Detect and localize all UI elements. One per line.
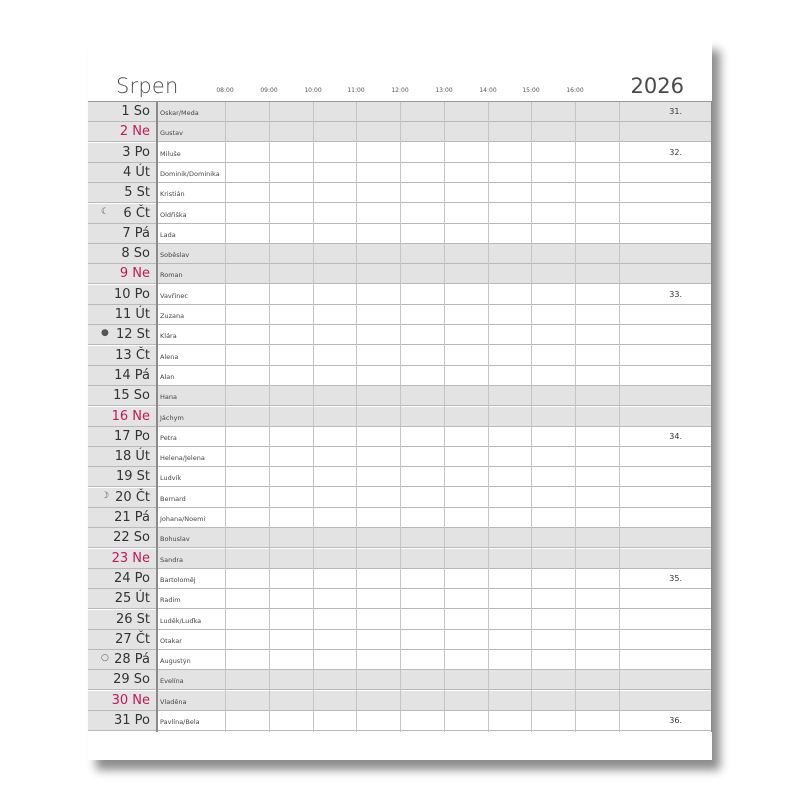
hour-label: 11:00 — [347, 87, 365, 94]
week-number: 31. — [669, 107, 682, 116]
hour-column-line — [488, 102, 489, 732]
nameday-label: Klára — [160, 332, 177, 341]
day-cell — [88, 447, 156, 466]
hour-column-line — [619, 102, 620, 732]
day-cell — [88, 183, 156, 202]
right-border — [711, 102, 712, 732]
day-label: 18 Út — [114, 449, 150, 465]
day-cell — [88, 508, 156, 527]
nameday-label: Zuzana — [160, 312, 185, 320]
nameday-label: Jáchym — [160, 413, 184, 422]
day-cell — [88, 407, 156, 426]
day-label: 13 Čt — [115, 347, 150, 363]
day-cell — [88, 143, 156, 162]
day-label: 27 Čt — [115, 631, 150, 647]
day-label: 15 So — [113, 388, 150, 404]
day-label: 7 Pá — [122, 225, 150, 241]
hour-column-line — [225, 102, 226, 732]
day-column-divider — [156, 102, 158, 732]
day-cell — [88, 630, 156, 649]
day-cell — [88, 467, 156, 486]
nameday-label: Radim — [160, 596, 181, 605]
day-cell — [88, 163, 156, 182]
day-label: 24 Po — [113, 570, 150, 586]
moon-phase-icon: ☾ — [101, 206, 110, 217]
calendar-sheet — [88, 40, 712, 760]
hour-label: 15:00 — [522, 87, 540, 94]
hour-label: 12:00 — [391, 87, 409, 94]
day-cell — [88, 549, 156, 568]
week-number: 33. — [669, 289, 682, 299]
week-number: 36. — [669, 716, 682, 725]
day-label: 4 Út — [122, 164, 150, 180]
nameday-label: Augustýn — [160, 657, 191, 666]
day-label: 19 St — [115, 469, 150, 485]
day-cell — [88, 386, 156, 405]
day-label: 17 Po — [113, 428, 150, 444]
hour-column-line — [313, 102, 314, 732]
day-cell — [88, 122, 156, 141]
nameday-label: Soběslav — [160, 251, 190, 260]
moon-phase-icon: ○ — [101, 653, 109, 664]
week-number: 35. — [669, 573, 682, 583]
day-label: 3 Po — [122, 144, 150, 160]
hour-label: 09:00 — [260, 87, 278, 94]
hour-column-line — [531, 102, 532, 732]
day-cell — [88, 610, 156, 629]
day-cell — [88, 305, 156, 324]
nameday-label: Roman — [160, 271, 183, 280]
nameday-label: Oldřiška — [160, 210, 187, 219]
day-label: 20 Čt — [115, 489, 150, 505]
day-label: 23 Ne — [111, 550, 150, 566]
day-cell — [88, 346, 156, 365]
nameday-label: Luděk/Luďka — [160, 616, 202, 625]
nameday-label: Gustav — [160, 129, 183, 138]
nameday-label: Bohuslav — [160, 535, 190, 544]
nameday-label: Evelína — [160, 677, 184, 686]
day-label: 28 Pá — [114, 652, 150, 668]
day-cell — [88, 670, 156, 689]
day-cell — [88, 711, 156, 730]
hour-label: 16:00 — [566, 87, 584, 94]
nameday-label: Dominik/Dominika — [160, 169, 220, 178]
nameday-label: Miluše — [160, 149, 181, 158]
nameday-label: Vladěna — [160, 697, 187, 706]
day-label: 8 So — [121, 246, 150, 262]
nameday-label: Bernard — [160, 494, 186, 503]
day-label: 30 Ne — [111, 692, 150, 708]
day-cell — [88, 102, 156, 121]
day-label: 14 Pá — [114, 367, 150, 383]
day-cell — [88, 204, 156, 223]
day-label: 12 St — [115, 327, 150, 343]
day-cell — [88, 650, 156, 669]
day-cell — [88, 285, 156, 304]
nameday-label: Pavlína/Bela — [160, 718, 200, 726]
day-cell — [88, 528, 156, 547]
day-label: 25 Út — [114, 591, 150, 607]
year-title: 2026 — [630, 74, 684, 98]
hour-label: 08:00 — [216, 87, 234, 94]
nameday-label: Johana/Noemi — [160, 515, 206, 523]
month-title: Srpen — [116, 74, 179, 98]
day-label: 26 St — [115, 611, 150, 627]
day-label: 9 Ne — [119, 266, 150, 282]
nameday-label: Hana — [160, 393, 177, 402]
hour-label: 14:00 — [479, 87, 497, 94]
nameday-label: Helena/Jelena — [160, 454, 205, 463]
nameday-label: Otakar — [160, 636, 182, 645]
day-label: 5 St — [124, 185, 150, 201]
day-cell — [88, 488, 156, 507]
moon-phase-icon: ☽ — [101, 490, 110, 501]
day-label: 21 Pá — [114, 510, 150, 525]
day-label: 31 Po — [113, 713, 150, 728]
nameday-label: Petra — [160, 433, 177, 442]
hour-label: 10:00 — [304, 87, 322, 94]
week-number: 34. — [669, 431, 682, 441]
hour-column-line — [269, 102, 270, 732]
nameday-label: Vavřinec — [160, 291, 188, 300]
nameday-label: Bartoloměj — [160, 575, 196, 584]
hour-column-line — [356, 102, 357, 732]
day-cell — [88, 691, 156, 710]
hour-column-line — [400, 102, 401, 732]
day-label: 2 Ne — [119, 124, 150, 140]
day-label: 1 So — [121, 104, 150, 119]
hour-label: 13:00 — [435, 87, 453, 94]
nameday-label: Ludvík — [160, 474, 182, 483]
day-label: 10 Po — [113, 286, 150, 302]
day-cell — [88, 224, 156, 243]
hour-column-line — [444, 102, 445, 732]
day-cell — [88, 325, 156, 344]
day-label: 16 Ne — [111, 408, 150, 424]
day-cell — [88, 366, 156, 385]
day-label: 6 Čt — [123, 205, 150, 221]
day-cell — [88, 427, 156, 446]
nameday-label: Alena — [160, 352, 179, 361]
nameday-label: Lada — [160, 230, 176, 239]
day-label: 22 So — [113, 530, 150, 546]
nameday-label: Kristián — [160, 190, 185, 199]
moon-phase-icon: ● — [101, 328, 109, 339]
week-number: 32. — [669, 147, 682, 157]
day-cell — [88, 264, 156, 283]
nameday-label: Alan — [160, 372, 175, 381]
day-cell — [88, 569, 156, 588]
nameday-label: Oskar/Meda — [160, 109, 199, 117]
day-label: 11 Út — [114, 307, 150, 322]
day-label: 29 So — [113, 672, 150, 688]
day-cell — [88, 244, 156, 263]
hour-column-line — [575, 102, 576, 732]
day-cell — [88, 589, 156, 608]
nameday-label: Sandra — [160, 555, 184, 564]
